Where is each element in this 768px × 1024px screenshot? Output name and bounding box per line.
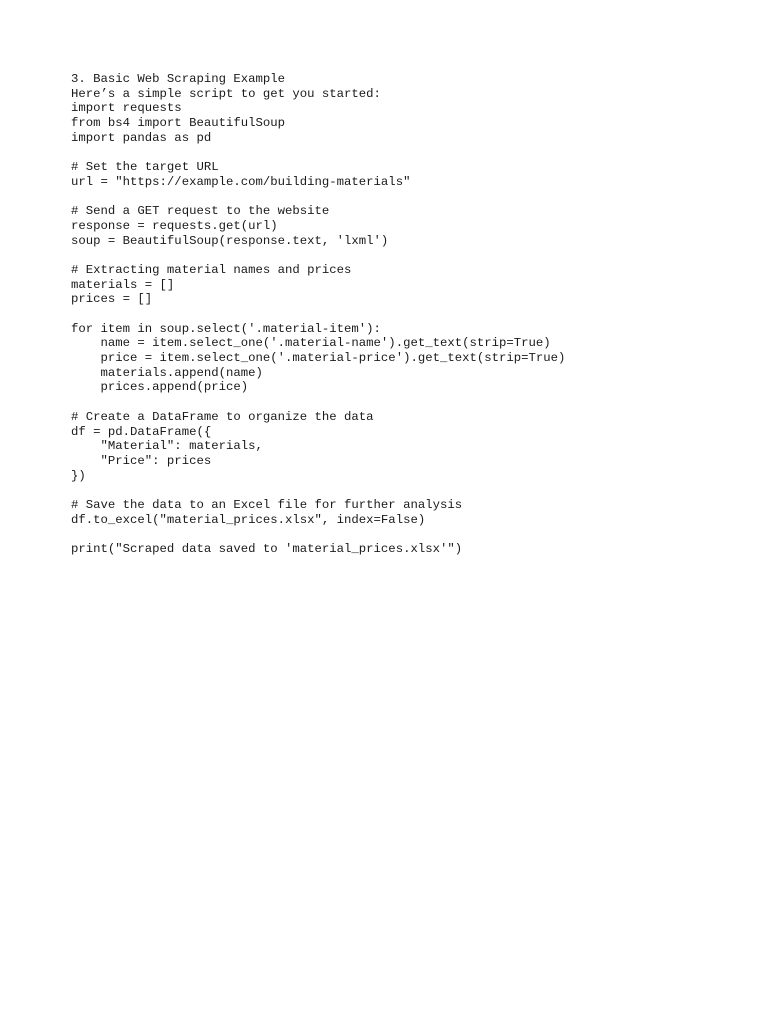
code-comment: # Set the target URL xyxy=(71,160,219,175)
code-line: df.to_excel("material_prices.xlsx", index=False) xyxy=(71,512,426,527)
code-line: for item in soup.select('.material-item'): xyxy=(71,321,381,336)
blank-line xyxy=(71,395,731,410)
code-line: materials.append(name) xyxy=(71,365,263,380)
code-comment: # Create a DataFrame to organize the data xyxy=(71,409,374,424)
section-heading: 3. Basic Web Scraping Example xyxy=(71,72,286,86)
intro-text: Here’s a simple script to get you started: xyxy=(71,86,381,101)
document-page xyxy=(71,72,731,557)
code-line: url = "https://example.com/building-materials" xyxy=(71,174,411,189)
code-line: materials = [] xyxy=(71,277,175,292)
code-line: print("Scraped data saved to 'material_prices.xlsx'") xyxy=(71,542,463,556)
blank-line xyxy=(71,248,731,263)
code-line: "Material": materials, xyxy=(71,439,263,454)
code-line: "Price": prices xyxy=(71,453,212,468)
code-comment: # Save the data to an Excel file for further analysis xyxy=(71,497,463,512)
blank-line xyxy=(71,190,731,205)
code-line: name = item.select_one('.material-name').get_text(strip=True) xyxy=(71,336,551,351)
blank-line xyxy=(71,483,731,498)
blank-line xyxy=(71,307,731,322)
code-comment: # Send a GET request to the website xyxy=(71,204,330,219)
code-line: import requests xyxy=(71,101,182,116)
code-comment: # Extracting material names and prices xyxy=(71,262,352,277)
code-line: soup = BeautifulSoup(response.text, 'lxml') xyxy=(71,233,389,248)
code-line: df = pd.DataFrame({ xyxy=(71,424,212,439)
code-line: price = item.select_one('.material-price').get_text(strip=True) xyxy=(71,351,566,366)
blank-line xyxy=(71,527,731,542)
code-line: prices = [] xyxy=(71,292,153,307)
code-line: import pandas as pd xyxy=(71,130,212,145)
code-line: from bs4 import BeautifulSoup xyxy=(71,116,286,131)
blank-line xyxy=(71,145,731,160)
code-line: prices.append(price) xyxy=(71,380,249,395)
code-line: }) xyxy=(71,468,86,483)
code-line: response = requests.get(url) xyxy=(71,218,278,233)
